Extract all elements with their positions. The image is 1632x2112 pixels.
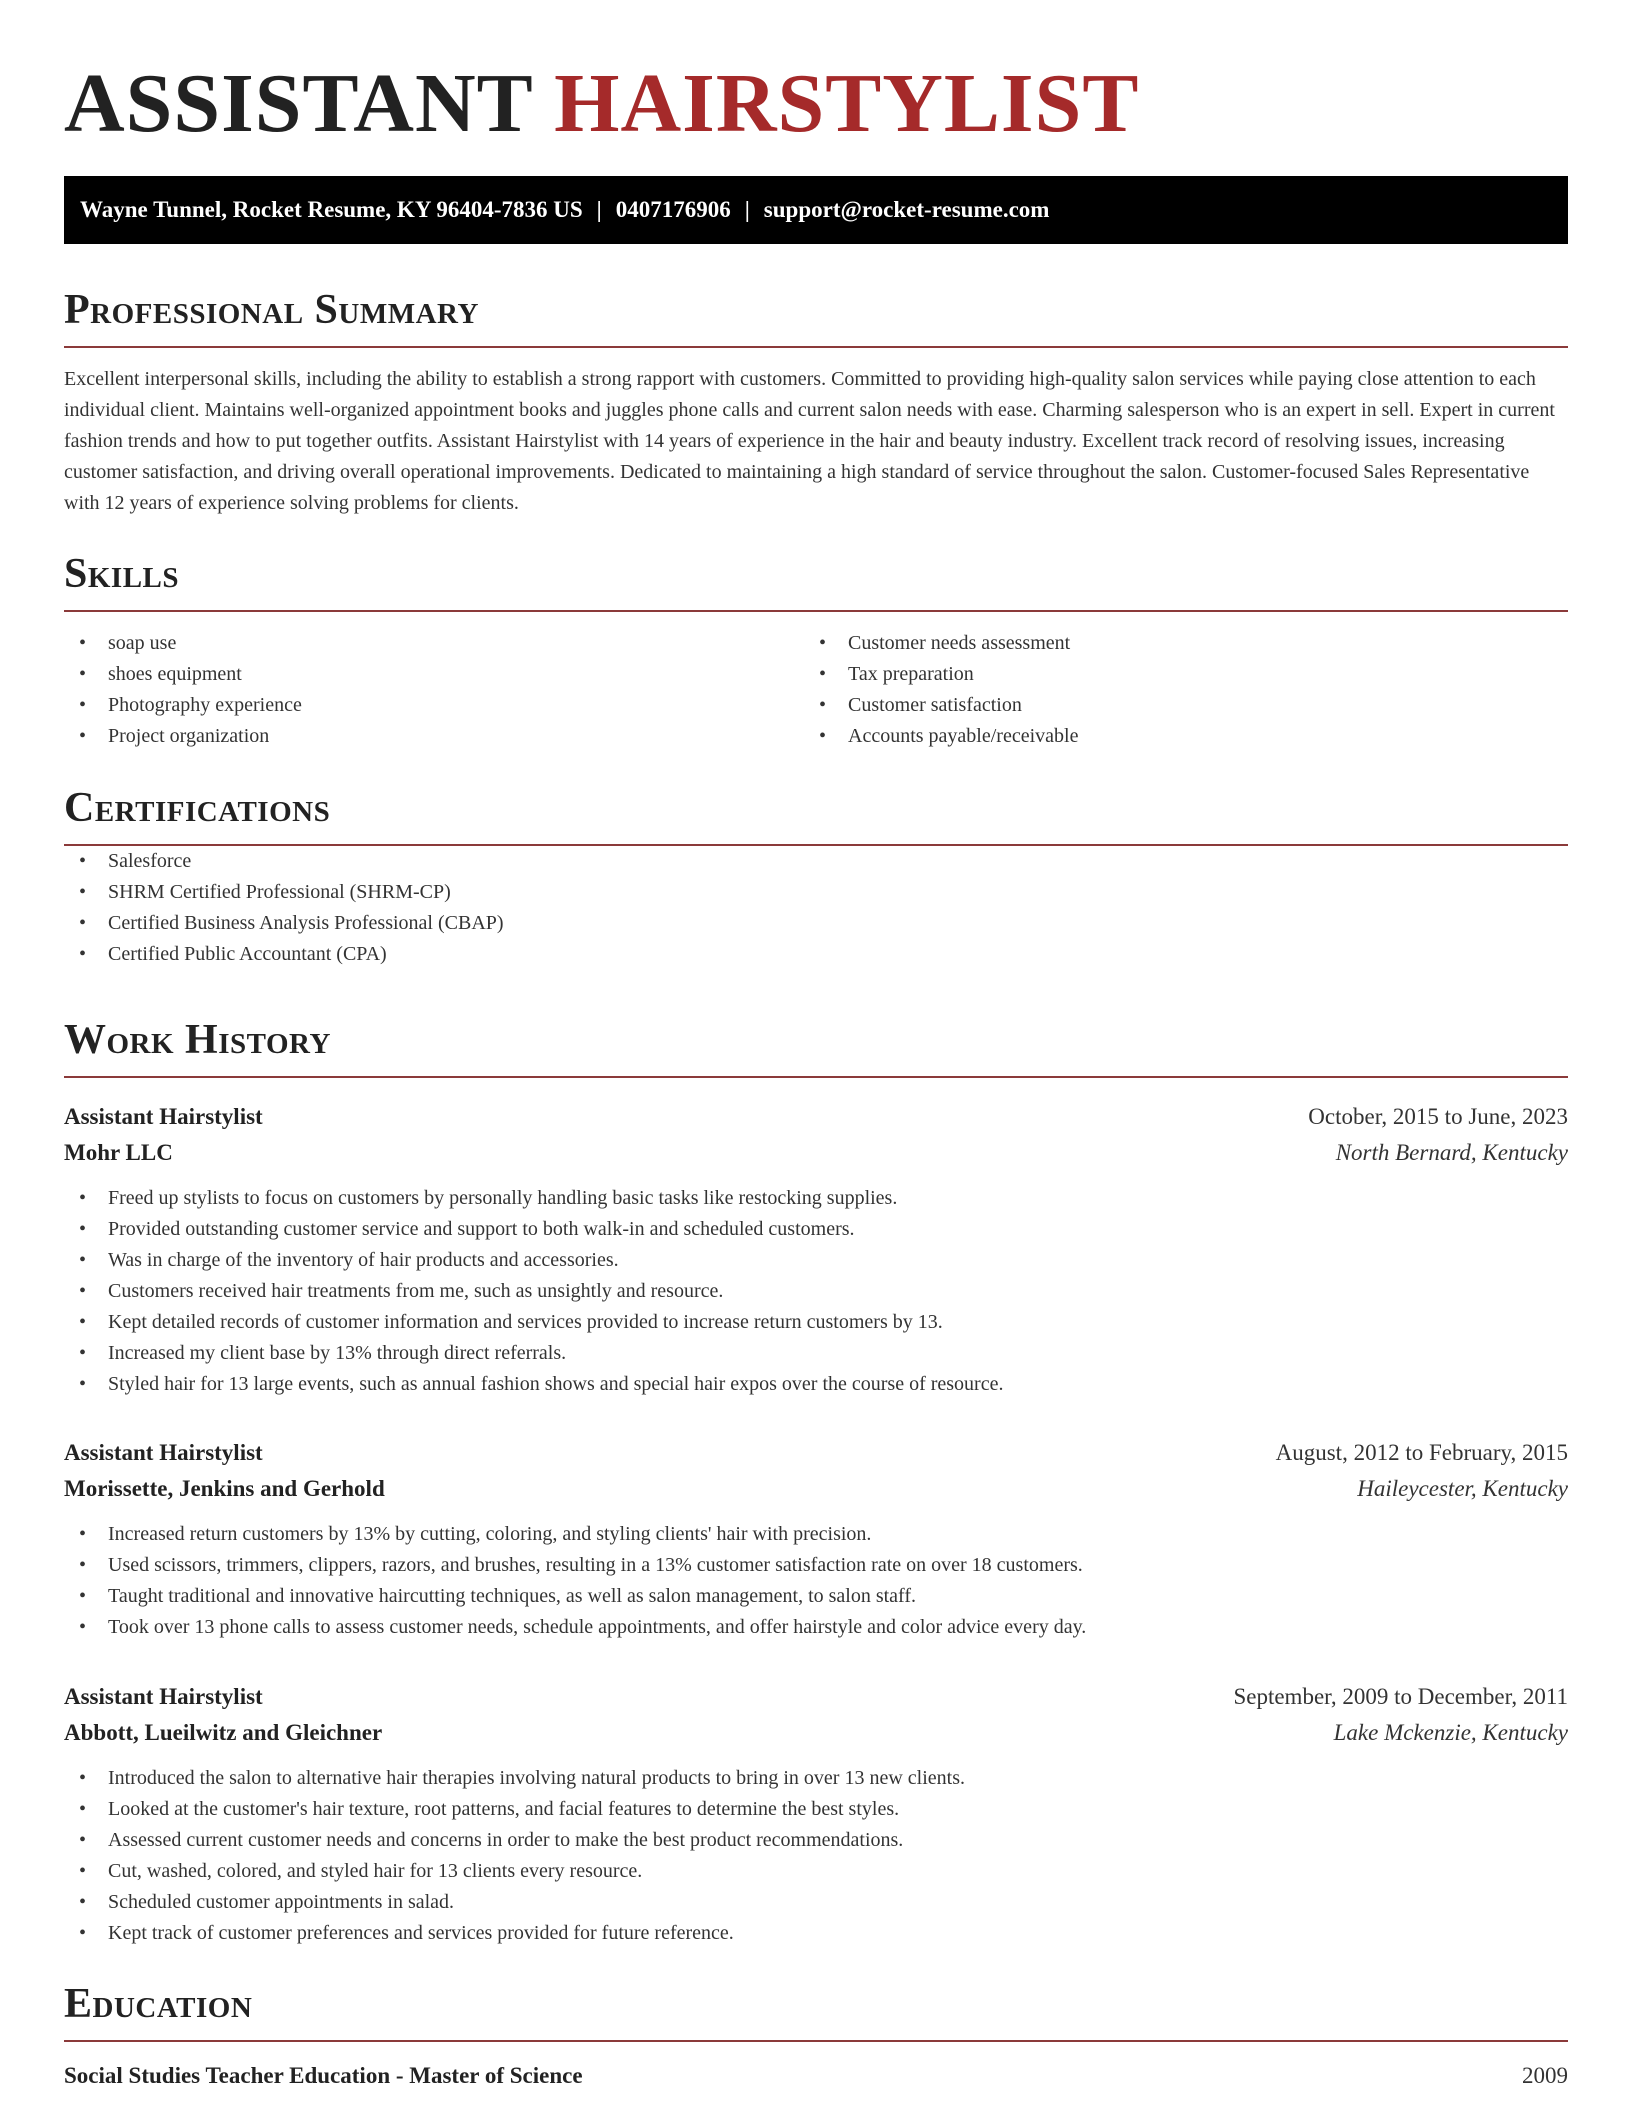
job-location: North Bernard, Kentucky bbox=[1335, 1140, 1568, 1165]
skill-item: • Customer satisfaction bbox=[804, 690, 1544, 721]
contact-bar bbox=[64, 176, 1568, 244]
education-year: 2009 bbox=[1522, 2063, 1568, 2088]
title-part-2: HAIRSTYLIST bbox=[554, 57, 1140, 150]
job-company: Morissette, Jenkins and Gerhold bbox=[64, 1476, 385, 1501]
job-entry bbox=[64, 1435, 1568, 1643]
skills-heading: Skills bbox=[64, 551, 180, 597]
job-duties bbox=[64, 1763, 1568, 1949]
work-history-section bbox=[64, 1014, 1568, 1078]
summary-heading: Professional Summary bbox=[64, 287, 479, 333]
contact-email: support@rocket-resume.com bbox=[763, 197, 1050, 222]
section-divider bbox=[64, 610, 1568, 612]
job-duty: • Taught traditional and innovative haircutting techniques, as well as salon management, to salon staff. bbox=[64, 1581, 1568, 1612]
certification-item: • Certified Public Accountant (CPA) bbox=[64, 939, 1568, 970]
job-title: Assistant Hairstylist bbox=[64, 1440, 263, 1465]
job-duties bbox=[64, 1519, 1568, 1643]
job-company: Abbott, Lueilwitz and Gleichner bbox=[64, 1720, 383, 1745]
job-duty: • Styled hair for 13 large events, such as annual fashion shows and special hair expos over the course of resource. bbox=[64, 1369, 1568, 1400]
job-duty: • Freed up stylists to focus on customers by personally handling basic tasks like restocking supplies. bbox=[64, 1183, 1568, 1214]
job-duty: • Assessed current customer needs and concerns in order to make the best product recommendations. bbox=[64, 1825, 1568, 1856]
skills-section bbox=[64, 548, 1568, 752]
section-divider bbox=[64, 346, 1568, 348]
skill-item: • shoes equipment bbox=[64, 659, 804, 690]
work-history-heading: Work History bbox=[64, 1017, 331, 1063]
certifications-section bbox=[64, 782, 1568, 970]
job-title: Assistant Hairstylist bbox=[64, 1684, 263, 1709]
job-duty: • Provided outstanding customer service and support to both walk-in and scheduled customers. bbox=[64, 1214, 1568, 1245]
job-duty: • Was in charge of the inventory of hair products and accessories. bbox=[64, 1245, 1568, 1276]
certification-item: • Salesforce bbox=[64, 846, 1568, 877]
job-dates: October, 2015 to June, 2023 bbox=[1308, 1104, 1568, 1129]
job-entry bbox=[64, 1099, 1568, 1400]
summary-section bbox=[64, 284, 1568, 519]
education-degree: Social Studies Teacher Education - Master of Science bbox=[64, 2063, 583, 2088]
certifications-list bbox=[64, 846, 1568, 970]
contact-separator: | bbox=[744, 197, 750, 222]
education-heading: Education bbox=[64, 1981, 253, 2027]
skill-item: • Photography experience bbox=[64, 690, 804, 721]
job-duty: • Introduced the salon to alternative hair therapies involving natural products to bring in over 13 new clients. bbox=[64, 1763, 1568, 1794]
job-duty: • Kept detailed records of customer information and services provided to increase return customers by 13. bbox=[64, 1307, 1568, 1338]
job-duty: • Kept track of customer preferences and services provided for future reference. bbox=[64, 1918, 1568, 1949]
skill-item: • Customer needs assessment bbox=[804, 628, 1544, 659]
job-title: Assistant Hairstylist bbox=[64, 1104, 263, 1129]
skill-item: • Tax preparation bbox=[804, 659, 1544, 690]
resume-title bbox=[64, 56, 1139, 152]
skills-list-left bbox=[64, 628, 804, 752]
certification-item: • Certified Business Analysis Professional (CBAP) bbox=[64, 908, 1568, 939]
job-entry bbox=[64, 1679, 1568, 1949]
skill-item: • Project organization bbox=[64, 721, 804, 752]
contact-phone: 0407176906 bbox=[615, 197, 731, 222]
job-dates: August, 2012 to February, 2015 bbox=[1275, 1440, 1568, 1465]
contact-address: Wayne Tunnel, Rocket Resume, KY 96404-7836 US bbox=[80, 197, 583, 222]
skills-list-right bbox=[804, 628, 1544, 752]
job-duty: • Increased my client base by 13% through direct referrals. bbox=[64, 1338, 1568, 1369]
job-duty: • Took over 13 phone calls to assess customer needs, schedule appointments, and offer hairstyle and color advice every day. bbox=[64, 1612, 1568, 1643]
summary-text: Excellent interpersonal skills, including the ability to establish a strong rapport with customers. Committed to providing high-quality salon services while paying close attention to each individual client. Maintains well-organized appointment books and juggles phone calls and current salon needs with ease. Charming salesperson who is an expert in sell. Expert in current fashion trends and how to put together outfits. Assistant Hairstylist with 14 years of experience in the hair and beauty industry. Excellent track record of resolving issues, increasing customer satisfaction, and driving overall operational improvements. Dedicated to maintaining a high standard of service throughout the salon. Customer-focused Sales Representative with 12 years of experience solving problems for clients. bbox=[64, 368, 1555, 514]
job-location: Lake Mckenzie, Kentucky bbox=[1333, 1720, 1568, 1745]
job-dates: September, 2009 to December, 2011 bbox=[1233, 1684, 1568, 1709]
skill-item: • soap use bbox=[64, 628, 804, 659]
job-duty: • Scheduled customer appointments in salad. bbox=[64, 1887, 1568, 1918]
contact-separator: | bbox=[596, 197, 602, 222]
job-company: Mohr LLC bbox=[64, 1140, 173, 1165]
title-part-1: ASSISTANT bbox=[64, 57, 533, 150]
certifications-heading: Certifications bbox=[64, 785, 331, 831]
job-duty: • Increased return customers by 13% by cutting, coloring, and styling clients' hair with precision. bbox=[64, 1519, 1568, 1550]
job-duty: • Looked at the customer's hair texture, root patterns, and facial features to determine the best styles. bbox=[64, 1794, 1568, 1825]
job-duty: • Used scissors, trimmers, clippers, razors, and brushes, resulting in a 13% customer satisfaction rate on over 18 customers. bbox=[64, 1550, 1568, 1581]
section-divider bbox=[64, 2040, 1568, 2042]
job-duties bbox=[64, 1183, 1568, 1400]
job-duty: • Cut, washed, colored, and styled hair for 13 clients every resource. bbox=[64, 1856, 1568, 1887]
job-duty: • Customers received hair treatments from me, such as unsightly and resource. bbox=[64, 1276, 1568, 1307]
education-section bbox=[64, 1978, 1568, 2094]
job-location: Haileycester, Kentucky bbox=[1357, 1476, 1568, 1501]
certification-item: • SHRM Certified Professional (SHRM-CP) bbox=[64, 877, 1568, 908]
section-divider bbox=[64, 1076, 1568, 1078]
skill-item: • Accounts payable/receivable bbox=[804, 721, 1544, 752]
